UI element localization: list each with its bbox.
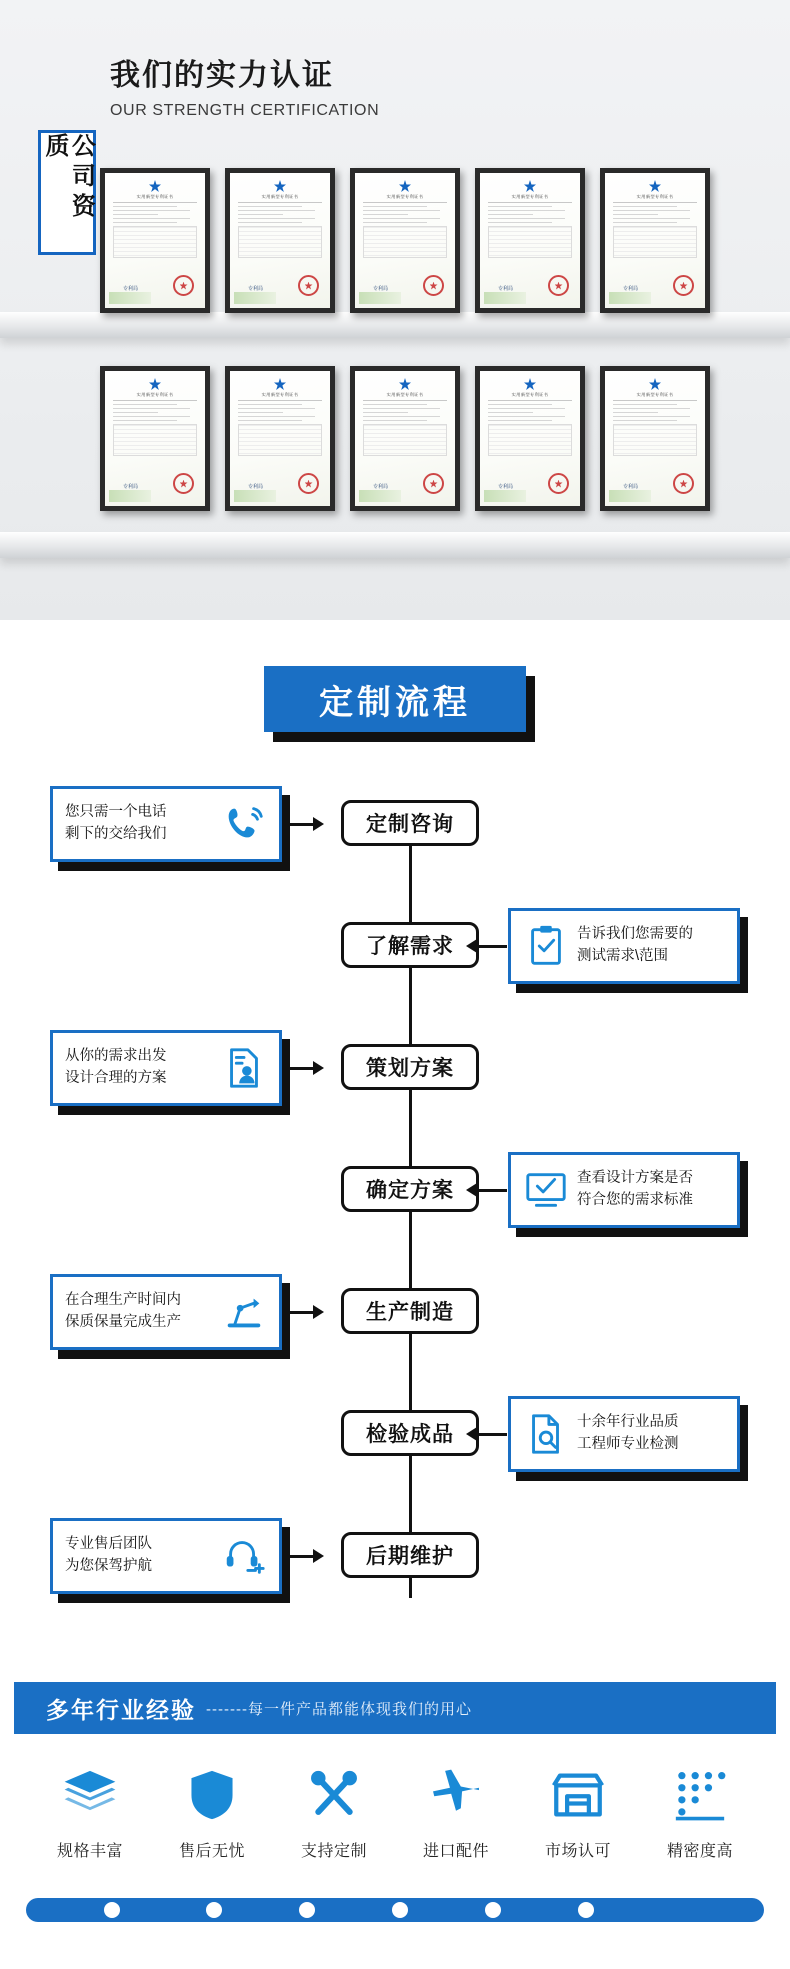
certificate-title: 实用新型专利证书 xyxy=(488,194,572,203)
certificate-frame xyxy=(350,366,460,511)
feature-label: 支持定制 xyxy=(300,1843,367,1860)
certificate-row-top xyxy=(100,168,710,313)
process-step xyxy=(0,778,790,900)
shield-sale-icon xyxy=(156,1764,268,1826)
certificate-signature: 专利局 xyxy=(373,286,389,292)
certificate-signature: 专利局 xyxy=(373,484,389,490)
clipboard-check-icon xyxy=(523,923,569,969)
certificate-row-bottom xyxy=(100,366,710,511)
process-callout xyxy=(508,1152,740,1228)
feature-item xyxy=(278,1764,390,1861)
experience-section xyxy=(0,1682,790,1959)
callout-line-2: 为您保驾护航 xyxy=(65,1558,152,1574)
feature-label: 市场认可 xyxy=(544,1843,611,1860)
red-seal-icon xyxy=(298,275,319,296)
certificate-title: 实用新型专利证书 xyxy=(238,194,322,203)
certificate-signature: 专利局 xyxy=(123,286,139,292)
certificate-signature: 专利局 xyxy=(498,286,514,292)
feature-label: 进口配件 xyxy=(422,1843,489,1860)
red-seal-icon xyxy=(423,275,444,296)
patent-emblem-icon xyxy=(149,378,161,390)
process-flow xyxy=(0,778,790,1632)
process-node: 确定方案 xyxy=(341,1166,479,1212)
patent-emblem-icon xyxy=(399,378,411,390)
certificate-signature: 专利局 xyxy=(623,484,639,490)
experience-banner xyxy=(14,1682,776,1734)
callout-line-1: 在合理生产时间内 xyxy=(65,1292,181,1309)
rail-dot xyxy=(578,1902,594,1918)
certificate-title: 实用新型专利证书 xyxy=(613,392,697,401)
certificate-frame xyxy=(475,168,585,313)
rail-dot xyxy=(392,1902,408,1918)
rail-dot xyxy=(104,1902,120,1918)
process-callout xyxy=(50,786,282,862)
process-callout xyxy=(50,1518,282,1594)
rail-dot xyxy=(206,1902,222,1918)
certificate-signature: 专利局 xyxy=(248,484,264,490)
patent-emblem-icon xyxy=(274,378,286,390)
feature-label: 精密度高 xyxy=(666,1843,733,1860)
certification-section xyxy=(0,0,790,620)
shelf-top xyxy=(0,312,790,338)
progress-rail xyxy=(26,1898,764,1922)
certificate-frame xyxy=(600,366,710,511)
page-title: 我们的实力认证 xyxy=(110,59,334,92)
process-callout xyxy=(508,1396,740,1472)
callout-line-2: 保质保量完成生产 xyxy=(65,1314,181,1330)
monitor-check-icon xyxy=(523,1167,569,1213)
red-seal-icon xyxy=(423,473,444,494)
certificate-frame xyxy=(225,366,335,511)
process-callout xyxy=(50,1030,282,1106)
phone-ring-icon xyxy=(221,801,267,847)
patent-emblem-icon xyxy=(524,180,536,192)
certificate-title: 实用新型专利证书 xyxy=(363,392,447,401)
process-callout xyxy=(50,1274,282,1350)
process-node: 生产制造 xyxy=(341,1288,479,1334)
callout-line-2: 工程师专业检测 xyxy=(577,1436,679,1452)
custom-process-section xyxy=(0,620,790,1672)
document-search-icon xyxy=(523,1411,569,1457)
red-seal-icon xyxy=(673,275,694,296)
process-title: 定制流程 xyxy=(264,666,526,732)
callout-line-1: 专业售后团队 xyxy=(65,1536,152,1553)
red-seal-icon xyxy=(673,473,694,494)
rail-dot xyxy=(299,1902,315,1918)
certificate-frame xyxy=(600,168,710,313)
airplane-icon xyxy=(400,1764,512,1826)
experience-headline: 多年行业经验 xyxy=(46,1696,196,1723)
process-node: 检验成品 xyxy=(341,1410,479,1456)
certificate-frame xyxy=(225,168,335,313)
patent-emblem-icon xyxy=(649,378,661,390)
process-step xyxy=(0,1022,790,1144)
layers-icon xyxy=(34,1764,146,1826)
certificate-signature: 专利局 xyxy=(123,484,139,490)
process-step xyxy=(0,1266,790,1388)
process-callout xyxy=(508,908,740,984)
store-icon xyxy=(522,1764,634,1826)
process-node: 了解需求 xyxy=(341,922,479,968)
callout-line-2: 测试需求\范围 xyxy=(577,948,669,964)
process-step xyxy=(0,1388,790,1510)
feature-item xyxy=(400,1764,512,1861)
certificate-frame xyxy=(350,168,460,313)
red-seal-icon xyxy=(548,275,569,296)
process-step xyxy=(0,1144,790,1266)
company-qualification-badge-label: 公司资质 xyxy=(41,133,95,223)
certificate-signature: 专利局 xyxy=(248,286,264,292)
callout-line-2: 剩下的交给我们 xyxy=(65,826,167,842)
red-seal-icon xyxy=(548,473,569,494)
feature-item xyxy=(34,1764,146,1861)
process-node: 后期维护 xyxy=(341,1532,479,1578)
feature-label: 规格丰富 xyxy=(56,1843,123,1860)
certificate-frame xyxy=(100,168,210,313)
certificate-title: 实用新型专利证书 xyxy=(113,194,197,203)
callout-line-1: 告诉我们您需要的 xyxy=(577,926,693,943)
certificate-signature: 专利局 xyxy=(623,286,639,292)
patent-emblem-icon xyxy=(524,378,536,390)
shelf-bottom xyxy=(0,532,790,558)
patent-emblem-icon xyxy=(399,180,411,192)
certificate-title: 实用新型专利证书 xyxy=(113,392,197,401)
headset-support-icon xyxy=(221,1533,267,1579)
callout-line-2: 符合您的需求标准 xyxy=(577,1192,693,1208)
red-seal-icon xyxy=(173,275,194,296)
patent-emblem-icon xyxy=(274,180,286,192)
page-subtitle: OUR STRENGTH CERTIFICATION xyxy=(110,102,380,119)
callout-line-1: 从你的需求出发 xyxy=(65,1048,167,1065)
progress-rail-wrap xyxy=(26,1895,764,1925)
feature-item xyxy=(644,1764,756,1861)
patent-emblem-icon xyxy=(149,180,161,192)
callout-line-1: 十余年行业品质 xyxy=(577,1414,679,1431)
callout-line-1: 查看设计方案是否 xyxy=(577,1170,693,1187)
red-seal-icon xyxy=(298,473,319,494)
feature-item xyxy=(156,1764,268,1861)
certificate-signature: 专利局 xyxy=(498,484,514,490)
patent-emblem-icon xyxy=(649,180,661,192)
experience-subline: -------每一件产品都能体现我们的用心 xyxy=(206,1700,472,1718)
feature-item xyxy=(522,1764,634,1861)
callout-line-1: 您只需一个电话 xyxy=(65,804,167,821)
certificate-frame xyxy=(100,366,210,511)
process-step xyxy=(0,900,790,1022)
certificate-title: 实用新型专利证书 xyxy=(613,194,697,203)
feature-label: 售后无忧 xyxy=(178,1843,245,1860)
red-seal-icon xyxy=(173,473,194,494)
company-qualification-badge xyxy=(38,130,96,255)
process-step xyxy=(0,1510,790,1632)
rail-dot xyxy=(485,1902,501,1918)
certificate-title: 实用新型专利证书 xyxy=(238,392,322,401)
dot-matrix-icon xyxy=(644,1764,756,1826)
certificate-frame xyxy=(475,366,585,511)
certification-header xyxy=(110,50,379,120)
callout-line-2: 设计合理的方案 xyxy=(65,1070,167,1086)
document-user-icon xyxy=(221,1045,267,1091)
process-node: 策划方案 xyxy=(341,1044,479,1090)
wrench-cross-icon xyxy=(278,1764,390,1826)
robot-arm-icon xyxy=(221,1289,267,1335)
certificate-title: 实用新型专利证书 xyxy=(488,392,572,401)
certificate-title: 实用新型专利证书 xyxy=(363,194,447,203)
process-title-wrap xyxy=(264,666,526,732)
process-node: 定制咨询 xyxy=(341,800,479,846)
svg-text:售: 售 xyxy=(201,1784,223,1810)
feature-list xyxy=(0,1734,790,1861)
